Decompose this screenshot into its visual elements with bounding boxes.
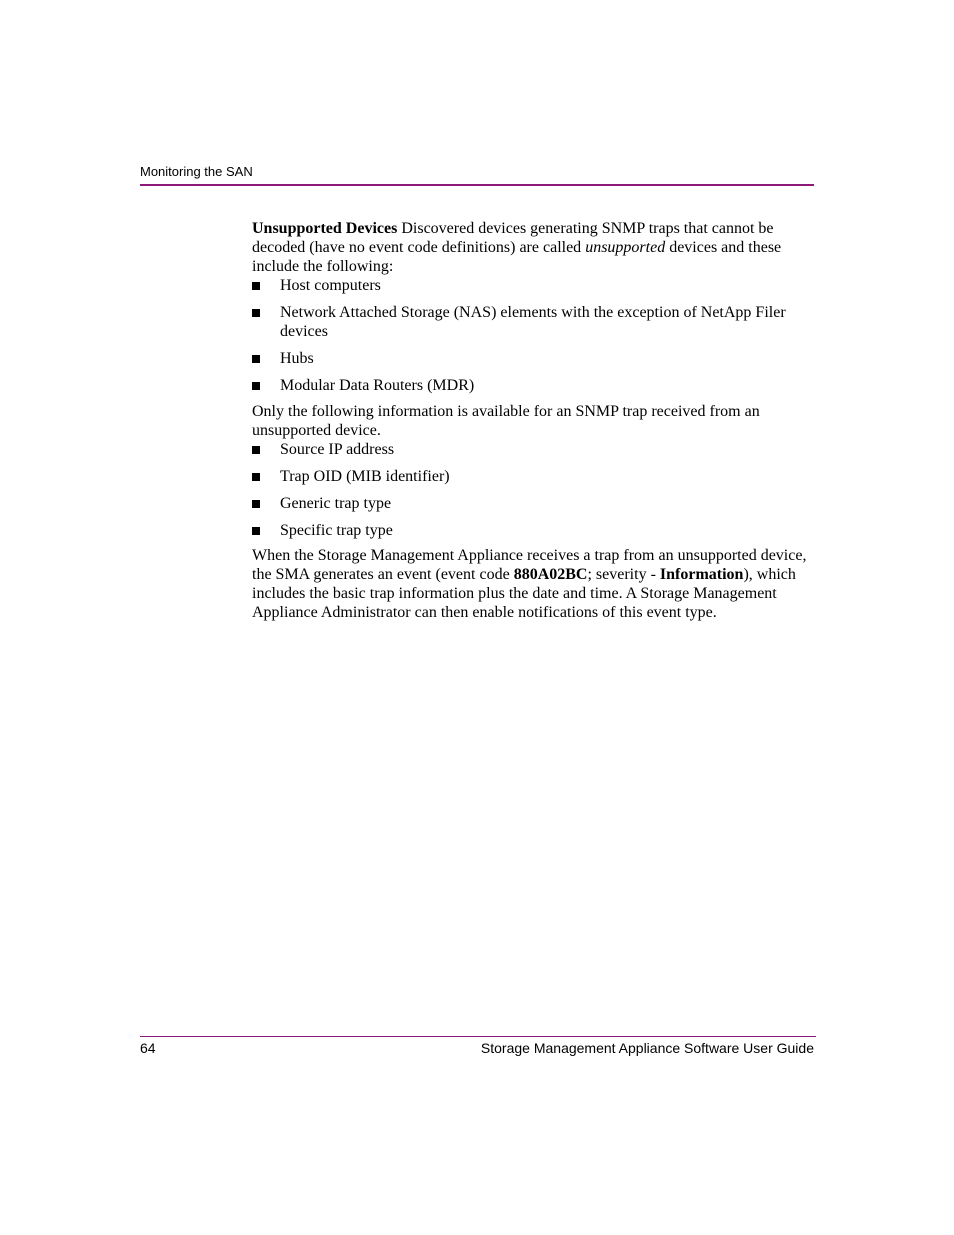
p1-emphasis: unsupported — [585, 239, 666, 256]
list-item: Source IP address — [252, 440, 818, 459]
square-bullet-icon — [252, 309, 260, 317]
p3-text-2: ; severity - — [587, 566, 660, 583]
body-content — [252, 219, 818, 622]
list-item: Trap OID (MIB identifier) — [252, 467, 818, 486]
square-bullet-icon — [252, 527, 260, 535]
list-item: Generic trap type — [252, 494, 818, 513]
page-number: 64 — [140, 1040, 156, 1056]
p1-text-2: devices and these include the following: — [252, 239, 782, 275]
severity-value: Information — [659, 566, 744, 583]
square-bullet-icon — [252, 382, 260, 390]
header-rule — [140, 184, 814, 186]
paragraph-available-info: Only the following information is available for an SNMP trap received from an unsupported device. — [252, 403, 760, 439]
list-item: Host computers — [252, 276, 818, 295]
list-item: Hubs — [252, 349, 818, 368]
paragraph-sma-event — [252, 546, 818, 622]
square-bullet-icon — [252, 473, 260, 481]
guide-title: Storage Management Appliance Software User Guide — [480, 1040, 814, 1056]
p1-text-1: Discovered devices generating SNMP traps that cannot be decoded (have no event code definitions) are called — [252, 220, 774, 256]
p3-text-1: When the Storage Management Appliance receives a trap from an unsupported device, the SMA generates an event (event code — [252, 547, 807, 583]
p3-text-3: ), which includes the basic trap information plus the date and time. A Storage Management Appliance Administrator can then enable notifications of this event type. — [252, 566, 796, 621]
list-item: Specific trap type — [252, 521, 818, 540]
trap-info-list — [252, 440, 818, 540]
list-item: Modular Data Routers (MDR) — [252, 376, 818, 395]
footer-rule — [140, 1036, 816, 1037]
square-bullet-icon — [252, 500, 260, 508]
paragraph-unsupported-devices — [252, 219, 818, 276]
run-in-heading: Unsupported Devices — [252, 220, 398, 237]
list-item: Network Attached Storage (NAS) elements with the exception of NetApp Filer devices — [252, 303, 818, 341]
square-bullet-icon — [252, 446, 260, 454]
square-bullet-icon — [252, 282, 260, 290]
unsupported-device-list — [252, 276, 818, 395]
running-header: Monitoring the SAN — [140, 164, 253, 179]
square-bullet-icon — [252, 355, 260, 363]
event-code: 880A02BC — [513, 566, 588, 583]
